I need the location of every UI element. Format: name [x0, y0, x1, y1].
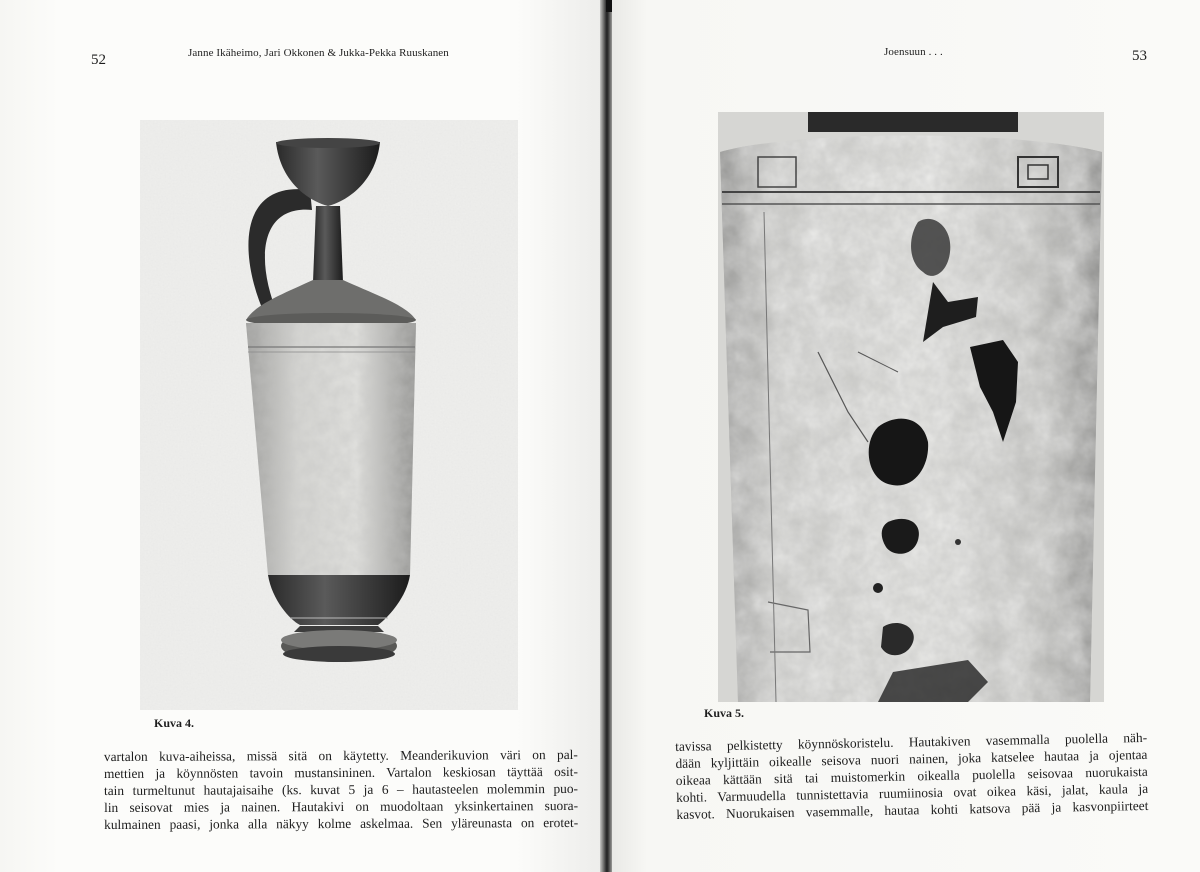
text-line: vartalon kuva-aiheissa, missä sitä on käytetty. Meanderikuvion väri on pal- — [103, 746, 578, 765]
lekythos-detail-image — [718, 112, 1104, 702]
running-head-authors: Janne Ikäheimo, Jari Okkonen & Jukka-Pekka Ruuskanen — [188, 47, 449, 59]
page-number: 52 — [91, 52, 106, 68]
text-line: dään kyljittäin oikealle seisova nuori nainen, joka katselee hautaa ja ojentaa — [675, 746, 1148, 771]
text-line: mettien ja köynnösten tavoin mustansininen. Vartalon keskiosan täyttää osit- — [103, 763, 578, 782]
body-text — [675, 729, 1149, 823]
text-line: kasvot. Nuorukaisen vasemmalle, hautaa kohti katsova pää ja kasvonpiirteet — [676, 797, 1149, 822]
right-page — [612, 0, 1200, 872]
page-number: 53 — [1132, 48, 1147, 64]
text-line: tavissa pelkistetty köynnöskoristelu. Hautakiven vasemmalla puolella näh- — [675, 729, 1148, 754]
text-line: oikeaa kättään sitä tai muistomerkin oikealla puolella seisovaa nuorukaista — [675, 763, 1148, 788]
figure-detail-photo — [718, 112, 1104, 702]
text-line: tain turmeltunut hautajaisaihe (ks. kuvat 5 ja 6 – hautasteelen molemmin puo- — [103, 780, 579, 799]
text-line: lin seisovat mies ja nainen. Hautakivi on muodoltaan yksinkertainen suora- — [104, 797, 579, 816]
figure-caption: Kuva 4. — [154, 716, 195, 730]
body-text — [104, 746, 578, 833]
text-line: kulmainen paasi, jonka alla näkyy kolme askelmaa. Sen yläreunasta on erotet- — [104, 814, 579, 833]
text-line: kohti. Varmuudella tunnistettavia ruumiinosia ovat oikea käsi, jalat, kaula ja — [675, 780, 1149, 805]
lekythos-image — [140, 120, 518, 710]
running-head-title: Joensuun . . . — [884, 46, 943, 58]
figure-caption: Kuva 5. — [704, 706, 745, 720]
figure-lekythos-photo — [140, 120, 518, 710]
